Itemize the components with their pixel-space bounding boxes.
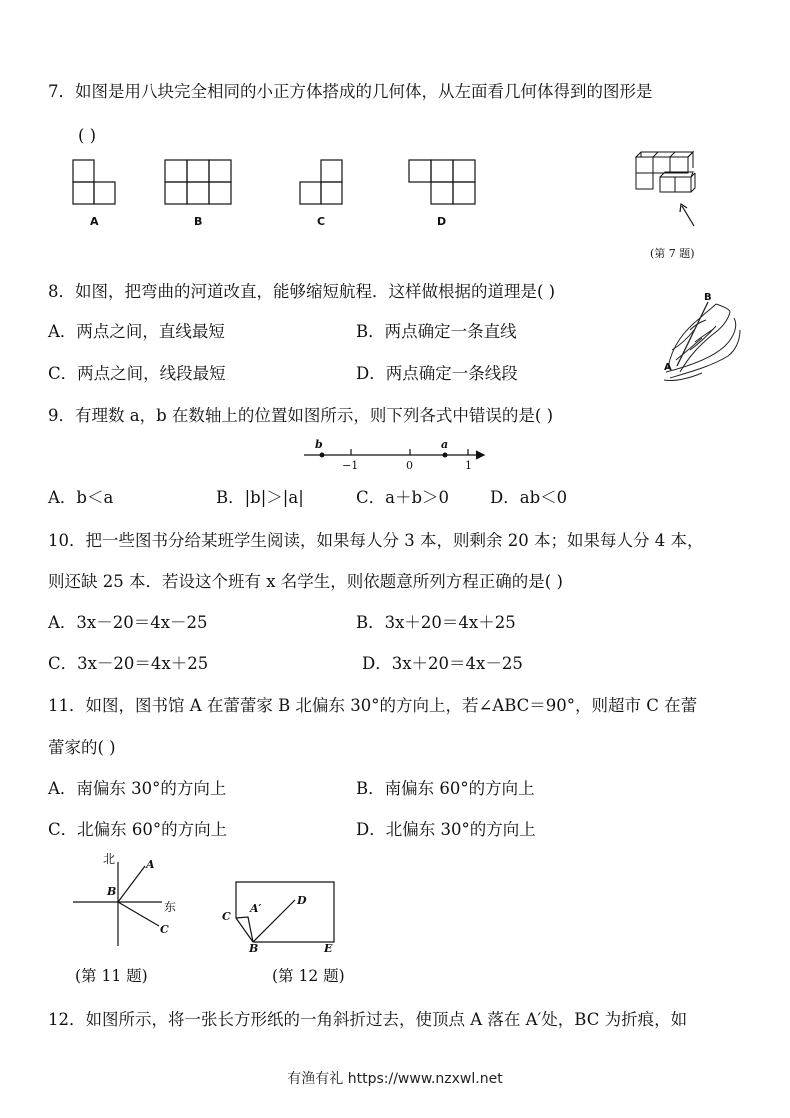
- q10-option-a: A．3x－20＝4x－25: [48, 613, 208, 632]
- q10-option-b: B．3x＋20＝4x＋25: [356, 613, 516, 632]
- q11-caption: (第 11 题): [75, 967, 148, 985]
- q11-stem-line2: 蕾家的( ): [48, 738, 116, 757]
- q12-point-d-label: D: [297, 894, 307, 907]
- q9-point-a-label: a: [441, 438, 449, 451]
- q11-option-b: B．南偏东 60°的方向上: [356, 779, 535, 798]
- q12-point-a1-label: A′: [250, 902, 262, 915]
- q8-option-c: C．两点之间，线段最短: [48, 364, 226, 383]
- q7-option-a-label: A: [90, 215, 99, 228]
- q11-point-a-label: A: [146, 858, 155, 871]
- footer-watermark[interactable]: 有渔有礼 https://www.nzxwl.net: [287, 1071, 503, 1087]
- q9-tick-0: 0: [406, 459, 413, 472]
- q8-option-a: A．两点之间，直线最短: [48, 322, 225, 341]
- q10-stem-line2: 则还缺 25 本．若设这个班有 x 名学生，则依题意所列方程正确的是( ): [48, 572, 563, 591]
- q7-option-d-label: D: [437, 215, 447, 228]
- q9-stem: 9．有理数 a，b 在数轴上的位置如图所示，则下列各式中错误的是( ): [48, 406, 554, 425]
- q12-point-b-label: B: [249, 942, 259, 955]
- q7-caption: (第 7 题): [650, 247, 695, 260]
- q7-answer-paren: ( ): [78, 126, 97, 145]
- q9-tick-neg1: −1: [342, 459, 359, 472]
- q8-option-d: D．两点确定一条线段: [356, 364, 518, 383]
- q9-point-b-label: b: [315, 438, 323, 451]
- q9-option-b: B．|b|＞|a|: [216, 488, 304, 507]
- q12-caption: (第 12 题): [272, 967, 345, 985]
- q7-option-b-label: B: [194, 215, 203, 228]
- q10-option-c: C．3x－20＝4x＋25: [48, 654, 209, 673]
- q9-option-c: C．a＋b＞0: [356, 488, 450, 507]
- q12-point-c-label: C: [222, 910, 231, 923]
- q11-option-d: D．北偏东 30°的方向上: [356, 820, 536, 839]
- q11-north-label: 北: [103, 852, 116, 866]
- q7-stem: 7．如图是用八块完全相同的小正方体搭成的几何体，从左面看几何体得到的图形是: [48, 82, 653, 101]
- q11-point-b-label: B: [107, 885, 117, 898]
- q8-point-b-label: B: [704, 292, 712, 303]
- q8-stem: 8．如图，把弯曲的河道改直，能够缩短航程．这样做根据的道理是( ): [48, 282, 556, 301]
- q11-option-a: A．南偏东 30°的方向上: [48, 779, 227, 798]
- q12-point-e-label: E: [324, 942, 333, 955]
- q11-option-c: C．北偏东 60°的方向上: [48, 820, 228, 839]
- q11-point-c-label: C: [160, 923, 169, 936]
- q10-stem-line1: 10．把一些图书分给某班学生阅读，如果每人分 3 本，则剩余 20 本；如果每人分 4 本，: [48, 531, 704, 550]
- q10-option-d: D．3x＋20＝4x－25: [362, 654, 523, 673]
- q8-point-a-label: A: [664, 362, 672, 373]
- q11-east-label: 东: [164, 900, 177, 914]
- q9-option-a: A．b＜a: [48, 488, 114, 507]
- q11-stem-line1: 11．如图，图书馆 A 在蕾蕾家 B 北偏东 30°的方向上，若∠ABC＝90°，则超市 C 在蕾: [48, 696, 698, 715]
- q7-option-c-label: C: [317, 215, 326, 228]
- q9-tick-1: 1: [465, 459, 472, 472]
- q8-option-b: B．两点确定一条直线: [356, 322, 517, 341]
- q12-stem-line1: 12．如图所示，将一张长方形纸的一角斜折过去，使顶点 A 落在 A′处，BC 为折痕，如: [48, 1010, 688, 1029]
- q9-option-d: D．ab＜0: [490, 488, 568, 507]
